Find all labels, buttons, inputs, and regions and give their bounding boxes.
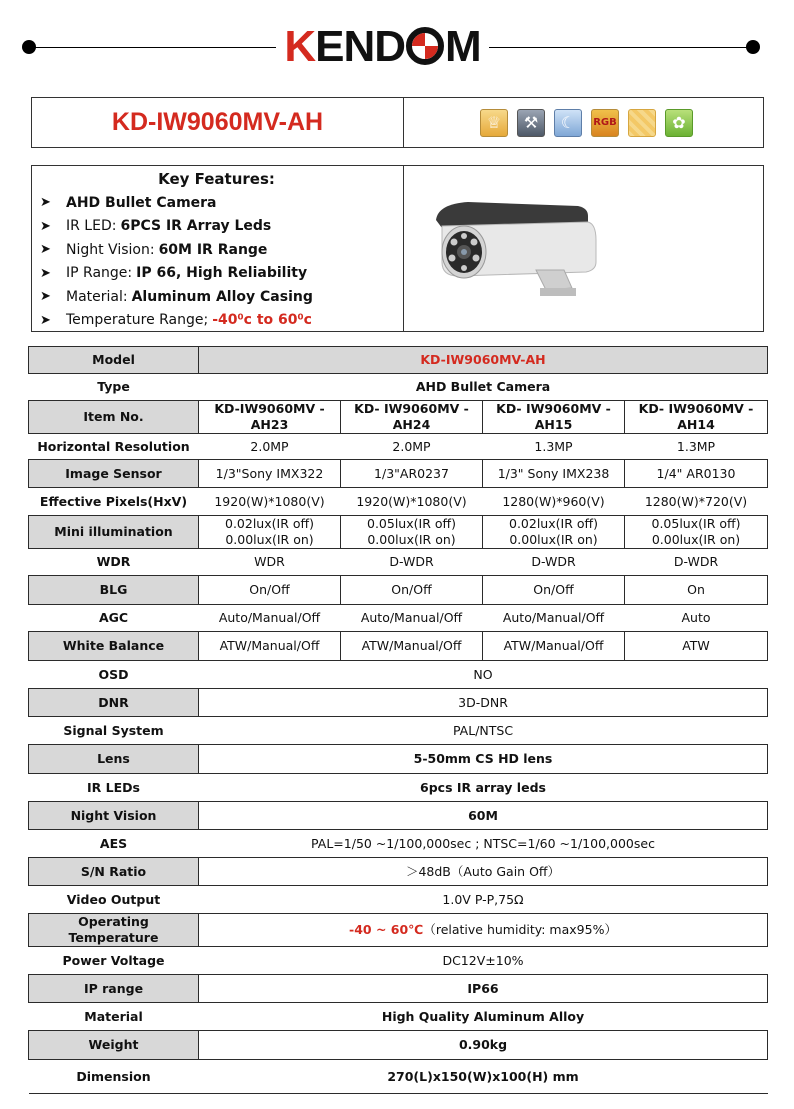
humidity-note: （relative humidity: max95%） bbox=[423, 922, 617, 937]
row-value: Auto bbox=[681, 610, 711, 625]
features-box bbox=[31, 165, 764, 332]
table-row-ip-range bbox=[29, 975, 768, 1003]
grid-icon bbox=[628, 109, 656, 137]
row-value: D-WDR bbox=[531, 554, 576, 569]
row-label: Type bbox=[97, 379, 130, 394]
row-value: 0.05lux(IR off) 0.00lux(IR on) bbox=[625, 516, 768, 549]
features-list bbox=[32, 166, 404, 331]
table-row-lens bbox=[29, 745, 768, 774]
row-label: AGC bbox=[98, 610, 129, 625]
row-value: 1.0V P-P,75Ω bbox=[442, 891, 524, 907]
header-dot-left bbox=[22, 40, 36, 54]
row-value: KD- IW9060MV -AH15 bbox=[483, 401, 625, 434]
row-value: 1280(W)*960(V) bbox=[502, 493, 605, 509]
table-row-weight bbox=[29, 1031, 768, 1060]
logo-letter-k: K bbox=[284, 22, 316, 71]
row-value: 1/4" AR0130 bbox=[625, 460, 768, 488]
eco-icon: ✿ bbox=[665, 109, 693, 137]
brand-logo bbox=[276, 24, 489, 70]
table-row bbox=[29, 632, 768, 661]
table-row-osd bbox=[29, 661, 768, 689]
table-row-night-vision bbox=[29, 802, 768, 830]
row-label: WDR bbox=[96, 554, 131, 569]
row-value: 1.3MP bbox=[534, 438, 573, 454]
row-value: IP66 bbox=[199, 975, 768, 1003]
row-value: Auto/Manual/Off bbox=[218, 610, 321, 625]
header-line-left bbox=[29, 47, 279, 48]
table-row-power bbox=[29, 947, 768, 975]
product-image-cell bbox=[404, 166, 763, 331]
row-value: 60M bbox=[199, 802, 768, 830]
row-value: 2.0MP bbox=[392, 438, 431, 454]
row-value: 0.02lux(IR off) 0.00lux(IR on) bbox=[483, 516, 625, 549]
row-label: Dimension bbox=[29, 1060, 199, 1094]
row-value: ＞48dB（Auto Gain Off） bbox=[199, 858, 768, 886]
row-value: ATW/Manual/Off bbox=[483, 632, 625, 661]
row-value: 5-50mm CS HD lens bbox=[199, 745, 768, 774]
row-label: AES bbox=[99, 835, 128, 851]
temperature-range: -40 ~ 60℃ bbox=[349, 922, 424, 937]
model-title: KD-IW9060MV-AH bbox=[111, 108, 324, 136]
feature-item: ➤ Material: Aluminum Alloy Casing bbox=[40, 288, 313, 305]
table-row bbox=[29, 488, 768, 516]
row-value: On bbox=[625, 576, 768, 605]
row-value: 1.3MP bbox=[676, 438, 716, 454]
camera-image bbox=[428, 190, 608, 300]
feature-item: ➤ AHD Bullet Camera bbox=[40, 194, 217, 211]
table-row bbox=[29, 549, 768, 576]
table-row-video-output bbox=[29, 886, 768, 914]
row-value: 0.90kg bbox=[199, 1031, 768, 1060]
logo-letter-m: M bbox=[445, 22, 481, 71]
row-value: 270(L)x150(W)x100(H) mm bbox=[199, 1060, 768, 1094]
row-label: Item No. bbox=[29, 401, 199, 434]
title-model-cell bbox=[32, 98, 404, 147]
row-value: NO bbox=[473, 666, 493, 682]
arrow-bullet-icon: ➤ bbox=[40, 195, 51, 211]
row-label: IP range bbox=[29, 975, 199, 1003]
row-value: D-WDR bbox=[389, 554, 434, 569]
row-value: 1280(W)*720(V) bbox=[644, 493, 748, 509]
table-row-operating-temperature bbox=[29, 914, 768, 947]
row-label: Signal System bbox=[63, 722, 164, 738]
row-label: Model bbox=[29, 347, 199, 374]
row-label: S/N Ratio bbox=[29, 858, 199, 886]
row-label: Night Vision bbox=[29, 802, 199, 830]
feature-item: ➤ IP Range: IP 66, High Reliability bbox=[40, 265, 308, 282]
row-value: D-WDR bbox=[673, 554, 719, 569]
row-value: PAL=1/50 ~1/100,000sec ; NTSC=1/60 ~1/100,000sec bbox=[311, 835, 655, 851]
feature-item-temperature: ➤ Temperature Range; -40⁰c to 60⁰c bbox=[40, 312, 312, 329]
row-value: High Quality Aluminum Alloy bbox=[381, 1008, 585, 1024]
table-row bbox=[29, 605, 768, 632]
header-line-right bbox=[487, 47, 753, 48]
row-label: BLG bbox=[29, 576, 199, 605]
row-value: KD-IW9060MV -AH23 bbox=[199, 401, 341, 434]
table-row-item-no bbox=[29, 401, 768, 434]
row-value: 1/3"Sony IMX322 bbox=[199, 460, 341, 488]
row-value: PAL/NTSC bbox=[452, 722, 514, 738]
table-row-dimension bbox=[29, 1060, 768, 1094]
table-row-aes bbox=[29, 830, 768, 858]
row-value: AHD Bullet Camera bbox=[415, 379, 551, 394]
header-dot-right bbox=[746, 40, 760, 54]
row-value bbox=[199, 914, 768, 947]
row-value: 1/3"AR0237 bbox=[341, 460, 483, 488]
tool-icon: ⚒ bbox=[517, 109, 545, 137]
logo-letters-end: END bbox=[315, 22, 406, 71]
table-row-type bbox=[29, 374, 768, 401]
row-label: Weight bbox=[29, 1031, 199, 1060]
logo-target-icon bbox=[406, 27, 444, 65]
row-label: DNR bbox=[29, 689, 199, 717]
arrow-bullet-icon: ➤ bbox=[40, 312, 51, 328]
row-label: Power Voltage bbox=[62, 952, 165, 968]
arrow-bullet-icon: ➤ bbox=[40, 265, 51, 281]
row-value: 1/3" Sony IMX238 bbox=[483, 460, 625, 488]
feature-item: ➤ IR LED: 6PCS IR Array Leds bbox=[40, 218, 272, 235]
row-value: KD-IW9060MV-AH bbox=[199, 347, 768, 374]
row-value: Auto/Manual/Off bbox=[502, 610, 605, 625]
row-label: Effective Pixels(HxV) bbox=[39, 493, 188, 509]
row-value: 1920(W)*1080(V) bbox=[356, 493, 467, 509]
row-label: IR LEDs bbox=[87, 779, 140, 795]
specification-table bbox=[28, 346, 768, 1094]
ip-rating-icon: ♕ bbox=[480, 109, 508, 137]
row-label: White Balance bbox=[29, 632, 199, 661]
row-label: Mini illumination bbox=[29, 516, 199, 549]
table-row bbox=[29, 434, 768, 460]
row-value: WDR bbox=[254, 554, 285, 569]
table-row-signal bbox=[29, 717, 768, 745]
table-row-sn-ratio bbox=[29, 858, 768, 886]
arrow-bullet-icon: ➤ bbox=[40, 289, 51, 305]
arrow-bullet-icon: ➤ bbox=[40, 242, 51, 258]
row-value: ATW/Manual/Off bbox=[341, 632, 483, 661]
row-value: On/Off bbox=[199, 576, 341, 605]
row-value: 3D-DNR bbox=[199, 689, 768, 717]
row-value: KD- IW9060MV -AH14 bbox=[625, 401, 768, 434]
row-value: KD- IW9060MV -AH24 bbox=[341, 401, 483, 434]
row-value: On/Off bbox=[341, 576, 483, 605]
table-row bbox=[29, 516, 768, 549]
row-label: Video Output bbox=[66, 891, 161, 907]
row-label: Image Sensor bbox=[29, 460, 199, 488]
row-value: 0.02lux(IR off) 0.00lux(IR on) bbox=[199, 516, 341, 549]
table-row bbox=[29, 576, 768, 605]
row-label: Horizontal Resolution bbox=[37, 438, 190, 454]
night-vision-icon: ☾ bbox=[554, 109, 582, 137]
row-value: ATW/Manual/Off bbox=[199, 632, 341, 661]
feature-item: ➤ Night Vision: 60M IR Range bbox=[40, 241, 268, 258]
row-label: Lens bbox=[29, 745, 199, 774]
certification-icons bbox=[404, 98, 763, 147]
row-value: Auto/Manual/Off bbox=[360, 610, 463, 625]
row-value: DC12V±10% bbox=[442, 952, 524, 968]
row-value: 6pcs IR array leds bbox=[420, 779, 546, 795]
table-row-model bbox=[29, 347, 768, 374]
row-label: OSD bbox=[98, 666, 129, 682]
row-label: Operating Temperature bbox=[29, 914, 199, 947]
row-label: Material bbox=[84, 1008, 143, 1024]
table-row-dnr bbox=[29, 689, 768, 717]
table-row-material bbox=[29, 1003, 768, 1031]
rgb-icon: RGB bbox=[591, 109, 619, 137]
row-value: 2.0MP bbox=[250, 438, 289, 454]
row-value: 0.05lux(IR off) 0.00lux(IR on) bbox=[341, 516, 483, 549]
row-value: 1920(W)*1080(V) bbox=[214, 493, 325, 509]
row-value: ATW bbox=[625, 632, 768, 661]
title-box bbox=[31, 97, 764, 148]
table-row-ir-leds bbox=[29, 774, 768, 802]
arrow-bullet-icon: ➤ bbox=[40, 218, 51, 234]
table-row bbox=[29, 460, 768, 488]
features-heading: Key Features: bbox=[158, 170, 275, 188]
row-value: On/Off bbox=[483, 576, 625, 605]
